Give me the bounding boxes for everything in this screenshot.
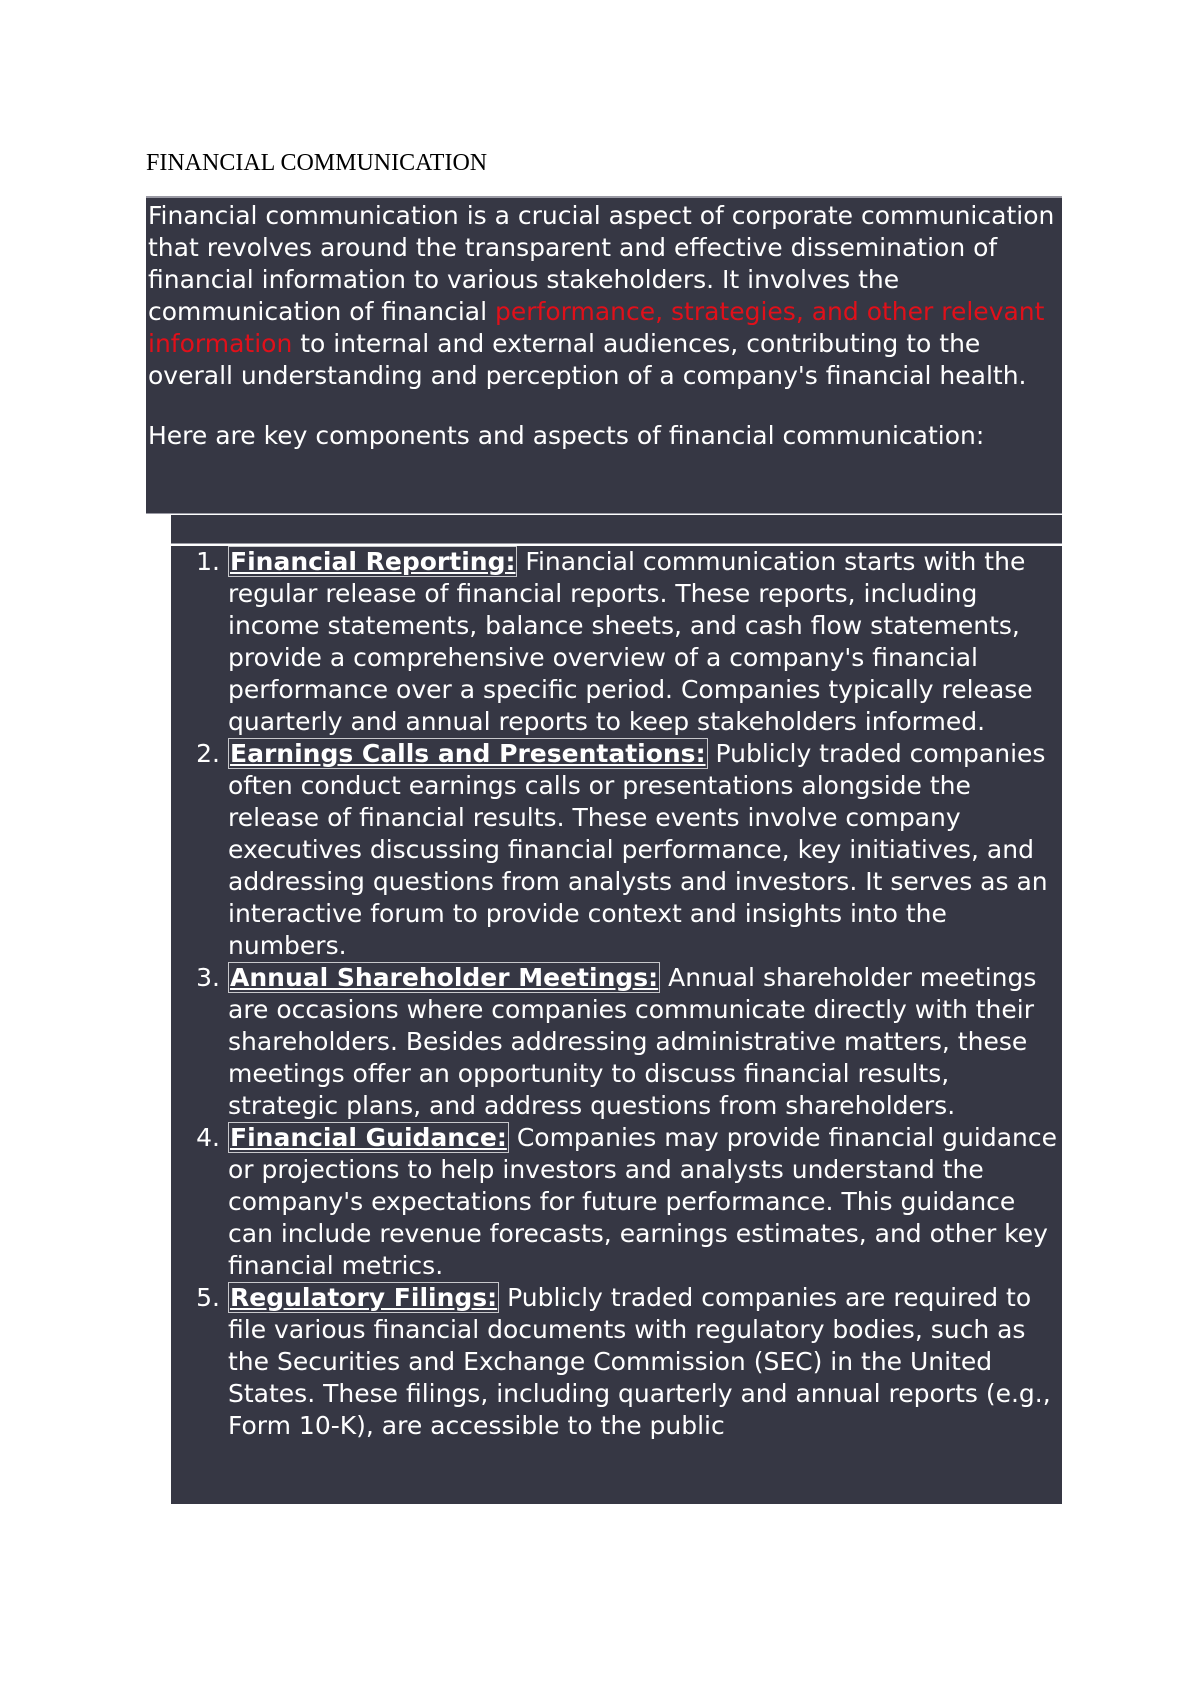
list-item-body: Annual shareholder meetings are occasions where companies communicate directly with their shareholders. Besides addressing administrative matters, these meetings offer an opportunity to discuss financial results, strategic plans, and address questions from shareholders.: [228, 963, 1037, 1120]
list-item-body: Financial communication starts with the regular release of financial reports. These reports, including income statements, balance sheets, and cash flow statements, provide a comprehensive overview of a company's financial performance over a specific period. Companies typically release quarterly and annual reports to keep stakeholders informed.: [228, 547, 1033, 736]
components-lead-in: Here are key components and aspects of financial communication:: [148, 421, 985, 450]
list-item: [171, 1282, 1062, 1442]
list-number: 3.: [196, 963, 220, 992]
highlighted-text: performance, strategies, and other relevant information: [148, 297, 1045, 358]
list-item-text: [220, 1282, 1062, 1442]
intro-text-start: Financial communication is a crucial aspect of corporate communication that revolves around the transparent and effective dissemination of financial information to various stakeholders. It involves the communication of financial: [148, 201, 1055, 326]
list-item-heading: Regulatory Filings:: [230, 1283, 498, 1312]
list-item: [171, 962, 1062, 1122]
list-item-text: [220, 738, 1062, 962]
intro-paragraph: [148, 200, 1060, 392]
list-item-heading: Financial Guidance:: [230, 1123, 507, 1152]
list-item: [171, 738, 1062, 962]
list-item-body: Publicly traded companies often conduct earnings calls or presentations alongside the release of financial results. These events involve company executives discussing financial performance, key initiatives, and addressing questions from analysts and investors. It serves as an interactive forum to provide context and insights into the numbers.: [228, 739, 1048, 960]
list-item-body: Publicly traded companies are required to file various financial documents with regulatory bodies, such as the Securities and Exchange Commission (SEC) in the United States. These filings, including quarterly and annual reports (e.g., Form 10-K), are accessible to the public: [228, 1283, 1051, 1440]
list-number: 5.: [196, 1283, 220, 1312]
list-item-body: Companies may provide financial guidance or projections to help investors and analysts understand the company's expectations for future performance. This guidance can include revenue forecasts, earnings estimates, and other key financial metrics.: [228, 1123, 1057, 1280]
list-number: 1.: [196, 547, 220, 576]
page-title: FINANCIAL COMMUNICATION: [146, 150, 488, 176]
components-list: [171, 546, 1062, 1442]
list-item-heading: Earnings Calls and Presentations:: [230, 739, 706, 768]
intro-text-end: to internal and external audiences, contributing to the overall understanding and perception of a company's financial health.: [148, 329, 1027, 390]
list-header-bar: [171, 515, 1062, 544]
list-item-heading: Financial Reporting:: [230, 547, 516, 576]
components-list-block: [171, 546, 1062, 1504]
list-item: [171, 546, 1062, 738]
list-item-text: [220, 546, 1062, 738]
list-item: [171, 1122, 1062, 1282]
list-item-text: [220, 962, 1062, 1122]
list-number: 4.: [196, 1123, 220, 1152]
list-item-heading: Annual Shareholder Meetings:: [230, 963, 659, 992]
list-item-text: [220, 1122, 1062, 1282]
intro-block: [146, 196, 1062, 514]
list-number: 2.: [196, 739, 220, 768]
